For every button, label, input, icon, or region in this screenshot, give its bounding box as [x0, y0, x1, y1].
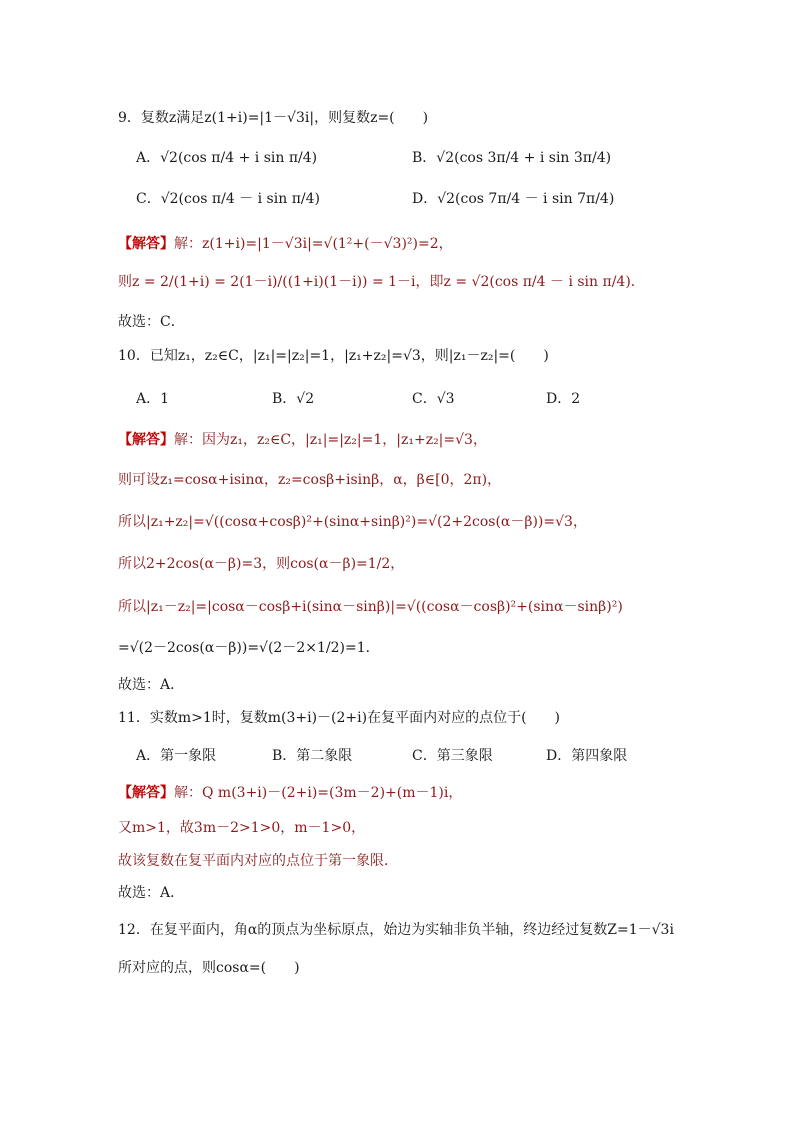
- q9-option-d: D．√2(cos 7π/4 － i sin 7π/4): [412, 191, 615, 207]
- q11-option-a: A．第一象限: [136, 748, 217, 764]
- solution-tag: 【解答】: [118, 785, 174, 801]
- solution-tag: 【解答】: [118, 432, 174, 448]
- q10-solution-3: 所以|z₁+z₂|=√((cosα+cosβ)²+(sinα+sinβ)²)=√(2+2cos(α－β))=√3，: [118, 514, 587, 530]
- q11-solution-2: 又m>1，故3m－2>1>0，m－1>0，: [118, 820, 366, 836]
- solution-tag: 【解答】: [118, 236, 174, 252]
- q10-stem: 10．已知z₁，z₂∈C，|z₁|=|z₂|=1，|z₁+z₂|=√3，则|z₁－z₂|=( ): [118, 348, 549, 364]
- q11-solution-3: 故该复数在复平面内对应的点位于第一象限．: [118, 853, 398, 869]
- q11-solution-1: [118, 783, 462, 803]
- q9-stem: 9．复数z满足z(1+i)=|1－√3i|，则复数z=( ): [118, 110, 429, 126]
- q11-stem: 11．实数m>1时，复数m(3+i)－(2+i)在复平面内对应的点位于( ): [118, 710, 561, 726]
- solution-text: 解：Q m(3+i)－(2+i)=(3m－2)+(m－1)i，: [174, 785, 463, 801]
- solution-text: 解：因为z₁，z₂∈C，|z₁|=|z₂|=1，|z₁+z₂|=√3，: [174, 432, 487, 448]
- q9-option-a: A．√2(cos π/4 + i sin π/4): [136, 150, 318, 166]
- q11-answer: 故选：A．: [118, 885, 185, 901]
- q12-stem-line-2: 所对应的点，则cosα=( ): [118, 960, 300, 976]
- q10-option-c: C．√3: [412, 391, 455, 407]
- q10-solution-5: 所以|z₁－z₂|=|cosα－cosβ+i(sinα－sinβ)|=√((cosα－cosβ)²+(sinα－sinβ)²): [118, 599, 623, 615]
- q10-solution-2: 则可设z₁=cosα+isinα，z₂=cosβ+isinβ，α，β∈[0，2π)，: [118, 472, 502, 488]
- q10-answer: 故选：A．: [118, 677, 185, 693]
- q11-option-b: B．第二象限: [272, 748, 353, 764]
- q10-option-a: A．1: [136, 391, 170, 407]
- solution-text: 解：z(1+i)=|1－√3i|=√(1²+(－√3)²)=2，: [174, 236, 453, 252]
- q10-solution-4: 所以2+2cos(α－β)=3，则cos(α－β)=1/2，: [118, 556, 405, 572]
- q11-option-d: D．第四象限: [546, 748, 628, 764]
- q10-option-d: D．2: [546, 391, 581, 407]
- q9-option-c: C．√2(cos π/4 － i sin π/4): [136, 191, 320, 207]
- q10-option-b: B．√2: [272, 391, 315, 407]
- q10-solution-6: =√(2－2cos(α－β))=√(2－2×1/2)=1．: [118, 640, 380, 656]
- q9-option-b: B．√2(cos 3π/4 + i sin 3π/4): [412, 150, 612, 166]
- q9-solution-1: [118, 234, 453, 254]
- q10-solution-1: [118, 430, 487, 450]
- q9-answer: 故选：C．: [118, 314, 185, 330]
- q9-solution-2: 则z = 2/(1+i) = 2(1－i)/((1+i)(1－i)) = 1－i，即z = √2(cos π/4 － i sin π/4)．: [118, 274, 645, 290]
- q11-option-c: C．第三象限: [412, 748, 493, 764]
- q12-stem-line-1: 12．在复平面内，角α的顶点为坐标原点，始边为实轴非负半轴，终边经过复数Z=1－√3i: [118, 922, 674, 938]
